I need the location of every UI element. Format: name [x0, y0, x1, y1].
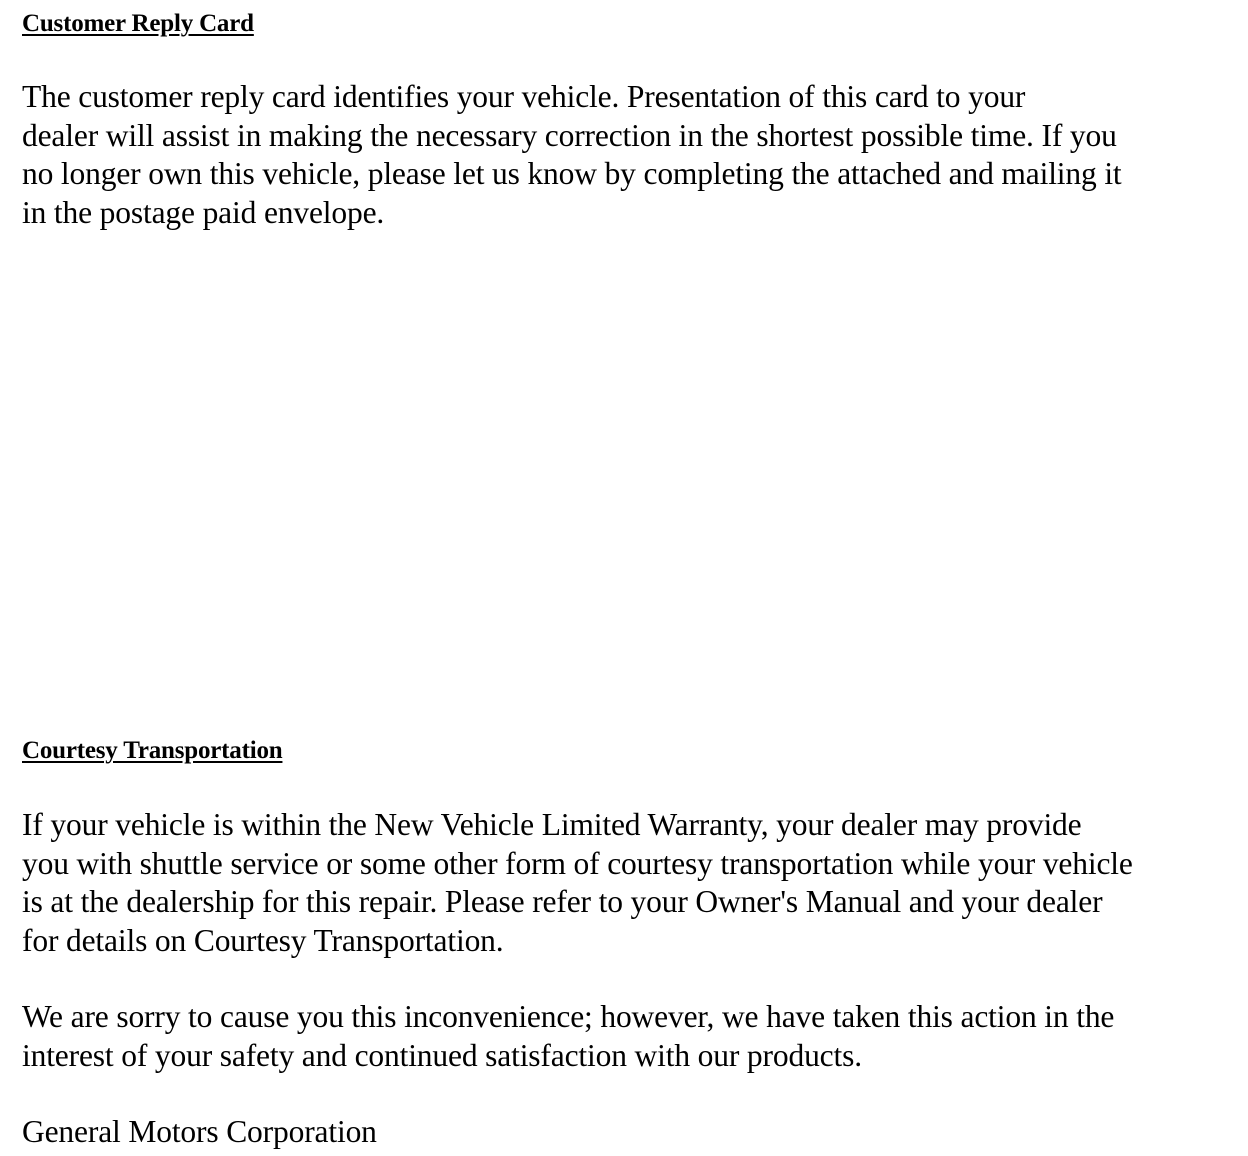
paragraph-line: is at the dealership for this repair. Please refer to your Owner's Manual and your dealer	[22, 884, 1103, 919]
paragraph-line: interest of your safety and continued satisfaction with our products.	[22, 1037, 862, 1073]
apology-paragraph	[22, 998, 1222, 1075]
courtesy-transportation-paragraph	[22, 806, 1222, 960]
company-signature: General Motors Corporation	[22, 1114, 377, 1149]
paragraph-line: The customer reply card identifies your vehicle. Presentation of this card to your	[22, 79, 1026, 114]
paragraph-line: you with shuttle service or some other form of courtesy transportation while your vehicle	[22, 845, 1133, 881]
customer-reply-card-heading: Customer Reply Card	[22, 10, 254, 37]
paragraph-line: for details on Courtesy Transportation.	[22, 922, 504, 958]
paragraph-line: If your vehicle is within the New Vehicle Limited Warranty, your dealer may provide	[22, 807, 1082, 842]
courtesy-transportation-heading: Courtesy Transportation	[22, 737, 283, 764]
paragraph-line: We are sorry to cause you this inconvenience; however, we have taken this action in the	[22, 999, 1115, 1034]
paragraph-line: dealer will assist in making the necessary correction in the shortest possible time. If you	[22, 117, 1117, 153]
paragraph-line: no longer own this vehicle, please let us know by completing the attached and mailing it	[22, 156, 1122, 191]
paragraph-line: in the postage paid envelope.	[22, 194, 385, 230]
signature-paragraph	[22, 1113, 1222, 1152]
customer-reply-card-paragraph	[22, 78, 1222, 232]
